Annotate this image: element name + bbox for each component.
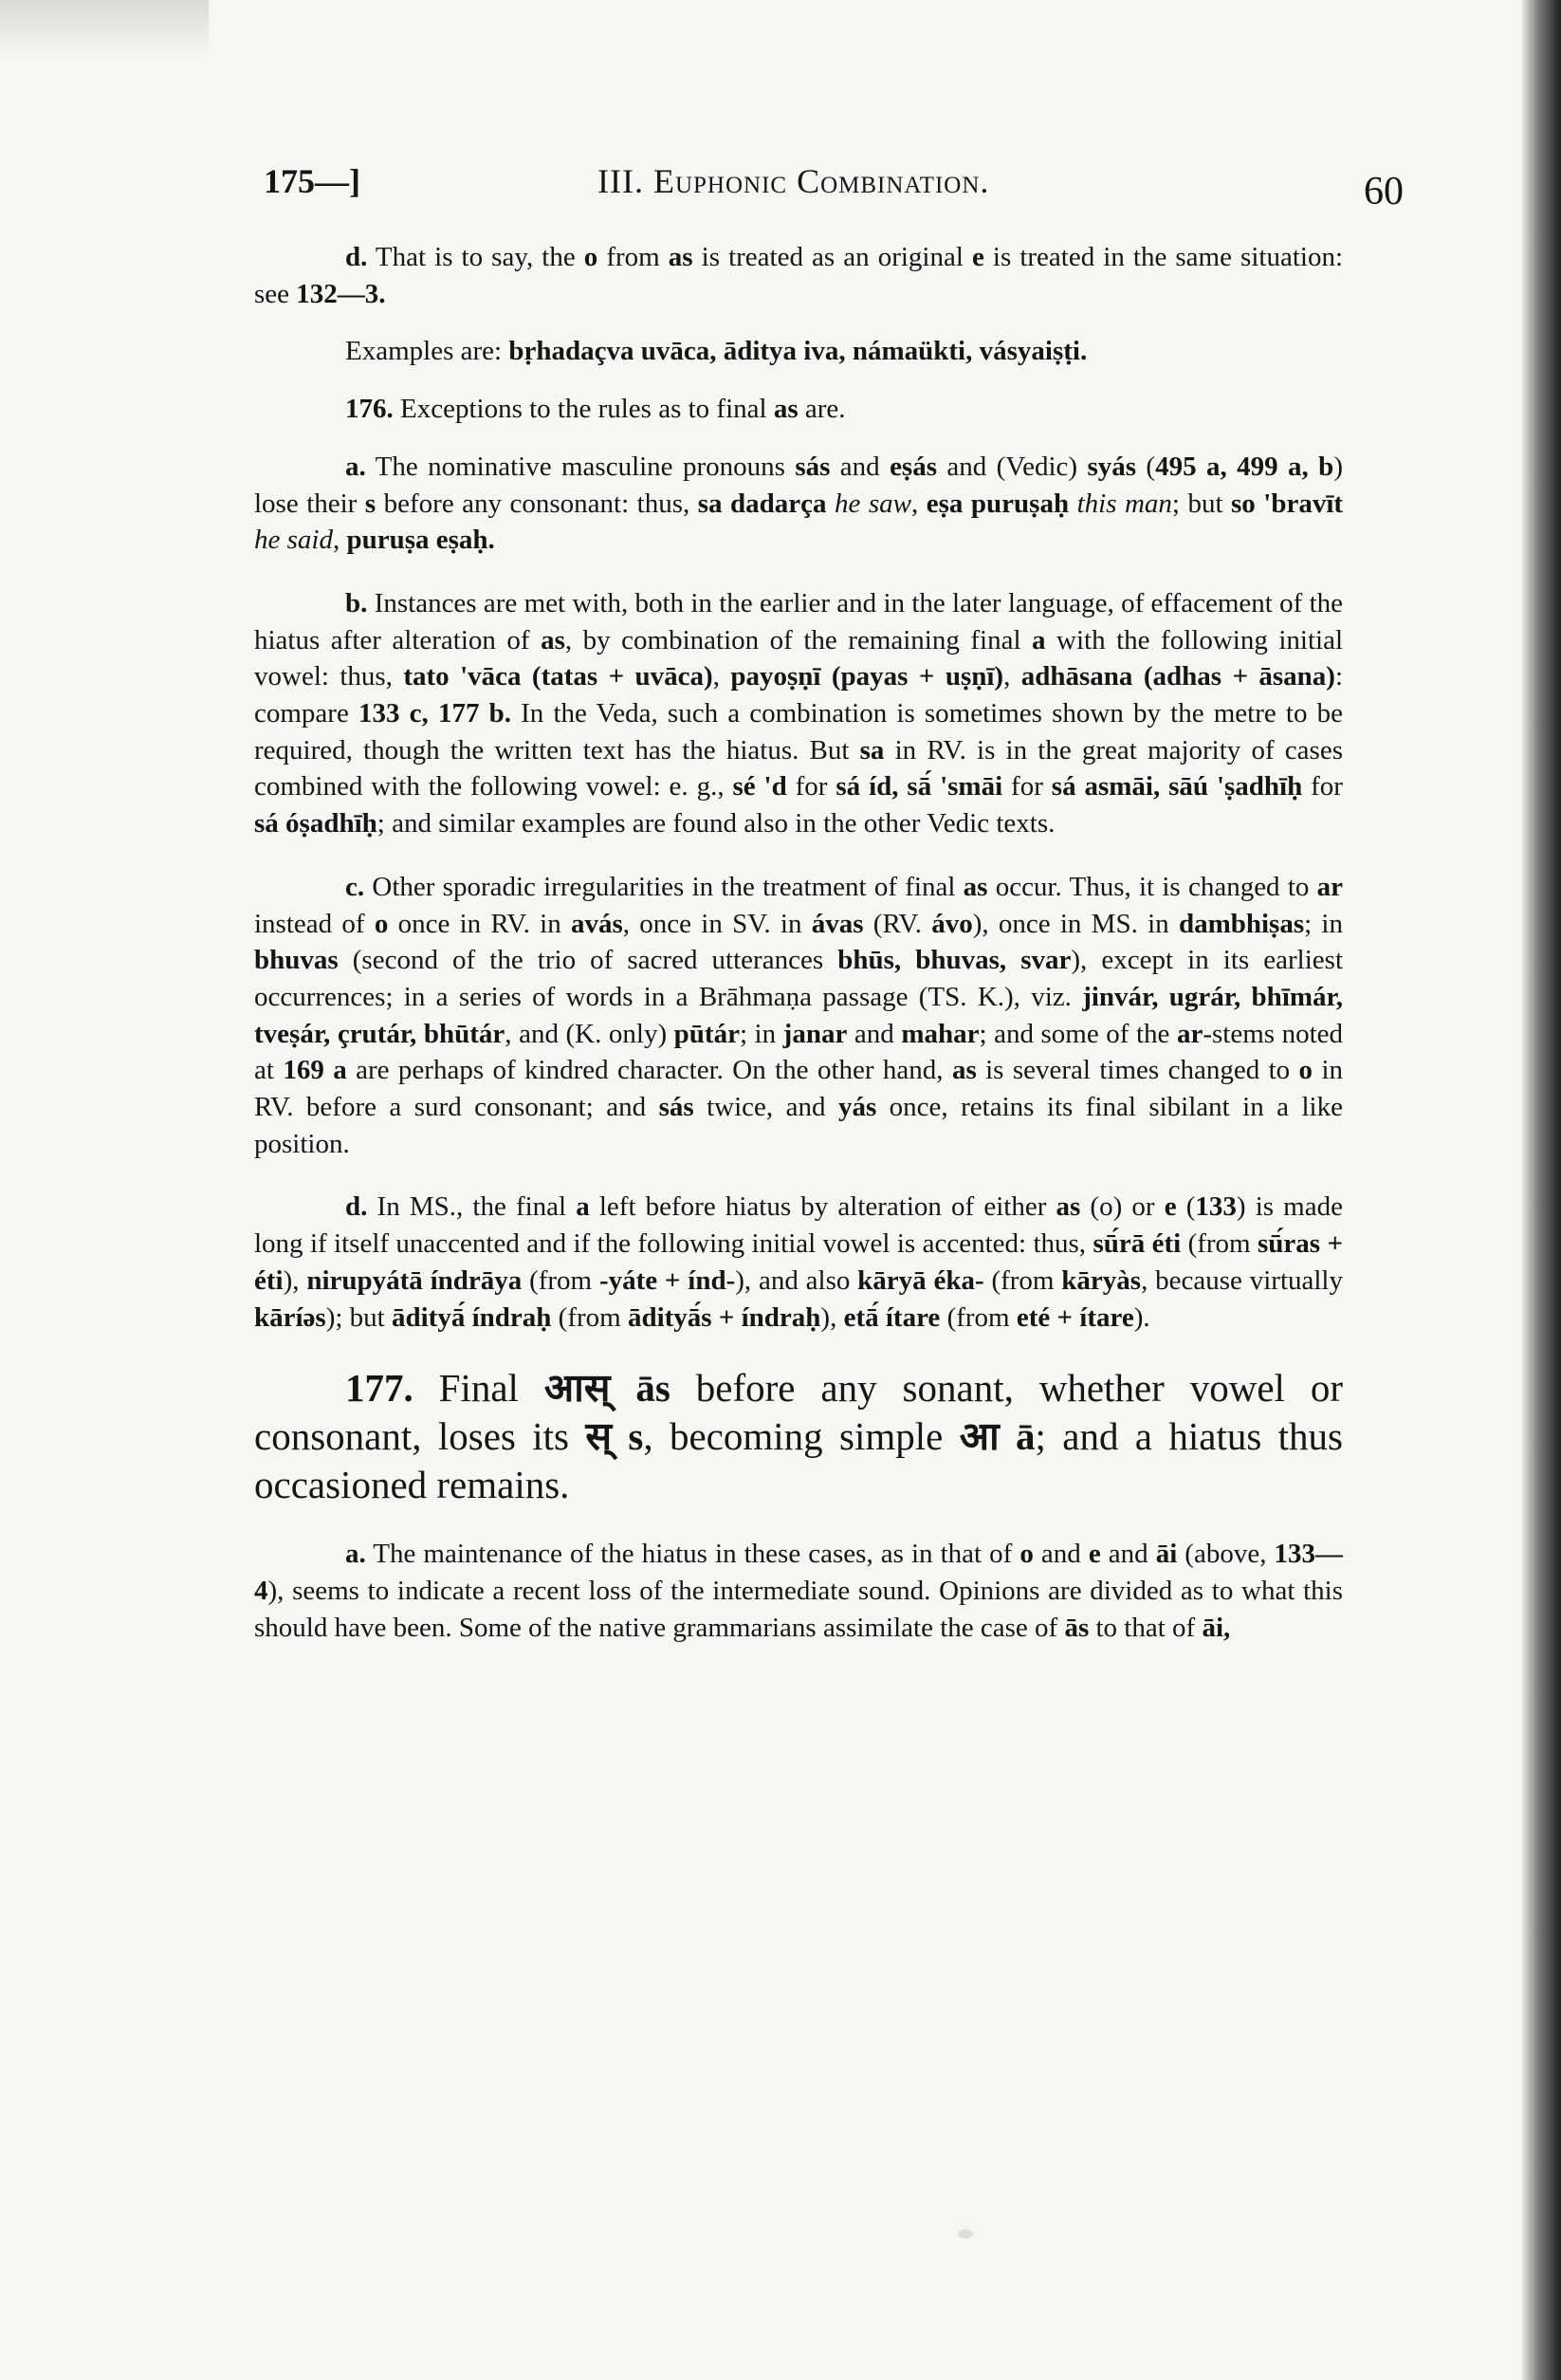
text-run: , [712, 661, 731, 692]
text-run: ), and also [735, 1264, 858, 1296]
bold-term: yás [837, 1092, 877, 1123]
bold-term: sū́ras + éti [254, 1228, 1343, 1296]
bold-term: as [773, 394, 799, 425]
text-run: twice, and [693, 1092, 838, 1123]
text-run: ), [820, 1301, 844, 1333]
bold-term: -yáte + índ- [598, 1264, 736, 1296]
text-run: , and (K. only) [505, 1018, 674, 1049]
bold-term: a. [345, 451, 366, 482]
text-run: , by combination of the remaining final [564, 624, 1033, 655]
bold-term: so 'bravīt [1231, 488, 1344, 519]
text-run: (above, [1177, 1539, 1275, 1570]
text-run: ) is made long if itself unaccented and if the following initial vowel is accented: thus, [254, 1191, 1343, 1260]
text-run: (second of the trio of sacred utterances [338, 945, 838, 976]
paragraph-176b [254, 585, 1343, 842]
bold-term: 495 a, 499 a, b [1155, 451, 1334, 482]
text-run: is several times changed to [976, 1055, 1299, 1086]
text-run: ; but [1171, 488, 1232, 519]
bold-term: o [1019, 1539, 1034, 1570]
text-run [611, 1366, 636, 1410]
text-run: ), [283, 1264, 307, 1296]
text-run: is treated in the same situation: see [254, 242, 1343, 309]
running-head [264, 150, 1411, 216]
text-run: , becoming simple [643, 1414, 960, 1459]
text-run: instead of [254, 908, 375, 939]
bold-term: janar [782, 1018, 848, 1049]
bold-term: adhāsana (adhas + āsana) [1020, 661, 1335, 692]
bold-term: syás [1087, 451, 1137, 482]
text-run: Other sporadic irregularities in the treatment of final [364, 871, 964, 902]
scan-shadow [0, 0, 209, 57]
text-run: , because virtually [1141, 1264, 1343, 1296]
bold-term: sás [658, 1092, 694, 1123]
bold-term: jinvár, ugrár, bhīmár, tveṣár, çrutár, bhūtár [254, 981, 1343, 1049]
paragraph-177a [254, 1536, 1343, 1646]
text-run: from [597, 242, 669, 272]
text-run: to that of [1089, 1612, 1203, 1643]
bold-term: āi, [1202, 1612, 1231, 1643]
bold-term: a [576, 1191, 590, 1223]
text-run: with the following initial vowel: thus, [254, 624, 1344, 692]
bold-term: avás [570, 908, 623, 939]
text-run: and [1033, 1539, 1089, 1570]
text-run: : compare [254, 661, 1344, 729]
bold-term: kāryàs [1061, 1264, 1142, 1296]
bold-term: ávo [931, 908, 973, 939]
bold-term: sás [795, 451, 831, 482]
bold-term: d. [345, 242, 368, 272]
text-run: , [911, 488, 927, 519]
text-run: (from [551, 1301, 628, 1333]
bold-term: d. [345, 1191, 368, 1223]
bold-term: kāryā éka- [857, 1264, 984, 1296]
paragraph-177 [254, 1364, 1343, 1509]
paragraph-176c [254, 869, 1343, 1163]
text-run: Examples are: [345, 336, 509, 367]
bold-term: 133—4 [254, 1539, 1344, 1606]
paragraph-175d [254, 239, 1343, 312]
text-run: once, retains its final sibilant in a like position. [254, 1092, 1343, 1159]
bold-term: eṣás [890, 451, 938, 482]
text-run: Exceptions to the rules as to final [393, 394, 774, 425]
bold-term: āi [1155, 1539, 1178, 1570]
text-run: in RV. is in the great majority of cases combined with the following vowel: e. g., [254, 734, 1343, 803]
text-run: before any consonant: thus, [376, 488, 698, 519]
section-range: 175—] [264, 162, 360, 200]
text-run: and [830, 451, 891, 482]
bold-term: dambhiṣas [1178, 908, 1305, 939]
italic-gloss: he said [254, 525, 333, 556]
bold-term: आ [959, 1414, 1000, 1459]
italic-gloss: he saw [826, 488, 912, 519]
text-run: occur. Thus, it is changed to [987, 871, 1317, 902]
bold-term: o [374, 908, 389, 939]
bold-term: tato 'vāca (tatas + uvāca) [403, 661, 713, 692]
paper-speck [958, 2229, 973, 2239]
bold-term: ādityā́ índraḥ [392, 1301, 552, 1333]
bold-term: s [628, 1414, 644, 1459]
bold-term: mahar [901, 1018, 980, 1049]
bold-term: puruṣa eṣaḥ. [346, 525, 495, 556]
text-run: , once in SV. in [622, 908, 812, 939]
bold-term: ávas [811, 908, 864, 939]
text-run: ; and similar examples are found also in the other Vedic texts. [376, 808, 1056, 839]
bold-term: eté + ítare [1016, 1301, 1134, 1333]
paragraph-175d-examples [254, 333, 1343, 370]
text-run: ), except in its earliest occurrences; in a series of words in a Brāhmaṇa passage (TS. K.), viz. [254, 945, 1344, 1012]
bold-term: as [668, 242, 693, 272]
text-run: , [332, 525, 347, 556]
bold-term: ar [1176, 1018, 1203, 1049]
bold-term: kāríəs [254, 1301, 326, 1333]
bold-term: sé 'd [732, 771, 787, 803]
text-run: ; in [739, 1018, 783, 1049]
text-run: ), seems to indicate a recent loss of the intermediate sound. Opinions are divided as to what this should have been. Some of the native grammarians assimilate the case of [254, 1575, 1343, 1643]
text-run: (from [522, 1264, 599, 1296]
bold-term: ādityā́s + índraḥ [627, 1301, 821, 1333]
bold-term: sá asmāi, sāú 'ṣadhīḥ [1051, 771, 1303, 803]
page-number: 60 [1364, 170, 1404, 213]
bold-term: e [1088, 1539, 1101, 1570]
text-run: (from [940, 1301, 1017, 1333]
text-run: ). [1133, 1301, 1150, 1333]
chapter-title: III. Euphonic Combination. [597, 162, 990, 200]
text-run: , [1003, 661, 1021, 692]
bold-term: आस् [543, 1366, 611, 1411]
text-run: for [786, 771, 836, 803]
bold-term: o [1298, 1055, 1313, 1086]
bold-term: etā́ ítare [843, 1301, 941, 1333]
text-run: and [847, 1018, 902, 1049]
bold-term: 176. [345, 394, 394, 425]
bold-term: as [951, 1055, 977, 1086]
page-body [254, 239, 1343, 1646]
text-run: ( [1136, 451, 1156, 482]
bold-term: payoṣṇī (payas + uṣṇī) [730, 661, 1004, 692]
bold-term: e [971, 242, 984, 272]
text-run: ; and some of the [979, 1018, 1177, 1049]
text-run: (RV. [863, 908, 932, 939]
text-run: (from [983, 1264, 1062, 1296]
bold-term: 177. [345, 1366, 413, 1411]
paragraph-176 [254, 391, 1343, 428]
text-run: Final [413, 1366, 544, 1411]
bold-term: s [364, 488, 376, 519]
bold-term: as [1056, 1191, 1081, 1223]
bold-term: sū́rā éti [1093, 1228, 1182, 1260]
bold-term: eṣa puruṣaḥ [926, 488, 1070, 519]
text-run: In the Veda, such a combination is sometimes shown by the metre to be required, though the written text has the hiatus. But [254, 698, 1343, 766]
bold-term: sa [859, 734, 885, 766]
text-run: and (Vedic) [937, 451, 1088, 482]
bold-term: b. [345, 587, 368, 618]
text-run: The maintenance of the hiatus in these cases, as in that of [365, 1539, 1020, 1570]
bold-term: ās [635, 1366, 670, 1411]
text-run: for [1002, 771, 1052, 803]
bold-term: bṛhadaçva uvāca, āditya iva, námaükti, vásyaiṣṭi. [508, 336, 1088, 367]
text-run: in RV. before a surd consonant; and [254, 1055, 1343, 1123]
text-run: ; in [1304, 908, 1343, 939]
bold-term: c. [345, 871, 365, 902]
text-run: and [1100, 1539, 1156, 1570]
bold-term: a. [345, 1539, 366, 1570]
bold-term: स् [585, 1414, 613, 1459]
text-run: Instances are met with, both in the earlier and in the later language, of effacement of the hiatus after alteration of [254, 587, 1343, 655]
text-run: (from [1181, 1228, 1258, 1260]
text-run: ); but [325, 1301, 392, 1333]
text-run [612, 1414, 628, 1458]
text-run: for [1302, 771, 1343, 803]
text-run: ( [1176, 1191, 1196, 1223]
bold-term: bhuvas [254, 945, 339, 976]
text-run: ; and a hiatus thus occasioned remains. [254, 1414, 1344, 1507]
bold-term: ās [1064, 1612, 1090, 1643]
bold-term: ar [1316, 871, 1344, 902]
bold-term: sá íd, sā́ 'smāi [836, 771, 1003, 803]
text-run: The nominative masculine pronouns [365, 451, 796, 482]
bold-term: as [963, 871, 988, 902]
text-run [1000, 1414, 1016, 1458]
bold-term: 133 c, 177 b. [358, 698, 511, 729]
text-run: ) lose their [254, 451, 1343, 519]
bold-term: as [541, 624, 565, 655]
bold-term: 132—3. [296, 278, 386, 309]
bold-term: e [1164, 1191, 1177, 1223]
bold-term: 169 a [283, 1055, 347, 1086]
bold-term: nirupyátā índrāya [306, 1264, 523, 1296]
book-binding-edge [1521, 0, 1561, 2380]
bold-term: o [583, 242, 598, 272]
bold-term: ā [1016, 1414, 1036, 1459]
text-run: That is to say, the [367, 242, 584, 272]
text-run: -stems noted at [254, 1018, 1344, 1086]
text-run: In MS., the final [367, 1191, 577, 1223]
paragraph-176a [254, 449, 1343, 559]
paragraph-176d [254, 1189, 1343, 1336]
bold-term: 133 [1195, 1191, 1237, 1223]
text-run: are. [798, 394, 846, 425]
bold-term: bhūs, bhuvas, svar [837, 945, 1072, 976]
bold-term: sá óṣadhīḥ [254, 808, 377, 839]
text-run: (o) or [1080, 1191, 1165, 1223]
italic-gloss: this man [1069, 488, 1172, 519]
text-run: is treated as an original [692, 242, 972, 272]
text-run: are perhaps of kindred character. On the other hand, [346, 1055, 952, 1086]
text-run: before any sonant, whether vowel or consonant, loses its [254, 1366, 1343, 1459]
bold-term: pūtár [673, 1018, 740, 1049]
bold-term: a [1032, 624, 1046, 655]
bold-term: sa dadarça [697, 488, 827, 519]
text-run: left before hiatus by alteration of either [589, 1191, 1056, 1223]
text-run: once in RV. in [388, 908, 571, 939]
text-run: ), once in MS. in [972, 908, 1179, 939]
